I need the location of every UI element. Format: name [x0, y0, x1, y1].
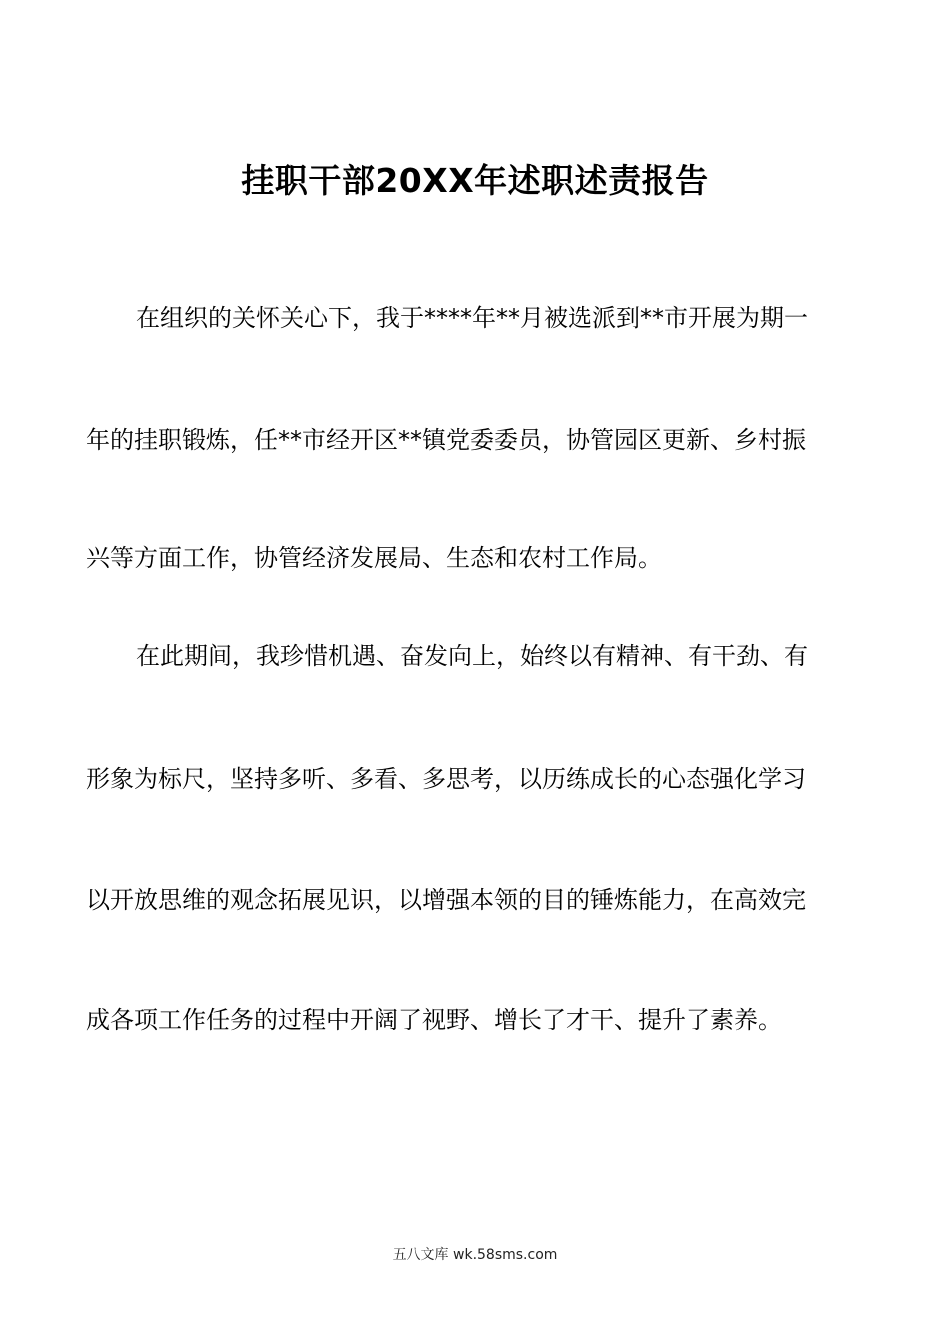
paragraph-line: 形象为标尺，坚持多听、多看、多思考，以历练成长的心态强化学习: [86, 765, 806, 793]
paragraph-line: 成各项工作任务的过程中开阔了视野、增长了才干、提升了素养。: [86, 1006, 782, 1034]
paragraph-line: 以开放思维的观念拓展见识，以增强本领的目的锤炼能力，在高效完: [86, 886, 806, 914]
paragraph-line: 年的挂职锻炼，任**市经开区**镇党委委员，协管园区更新、乡村振: [86, 426, 806, 454]
paragraph-line: 在组织的关怀关心下，我于****年**月被选派到**市开展为期一: [136, 304, 808, 332]
footer-watermark: 五八文库 wk.58sms.com: [392, 1247, 558, 1263]
document-title: 挂职干部20XX年述职述责报告: [241, 161, 709, 200]
paragraph-line: 兴等方面工作，协管经济发展局、生态和农村工作局。: [86, 544, 662, 572]
paragraph-line: 在此期间，我珍惜机遇、奋发向上，始终以有精神、有干劲、有: [136, 642, 808, 670]
